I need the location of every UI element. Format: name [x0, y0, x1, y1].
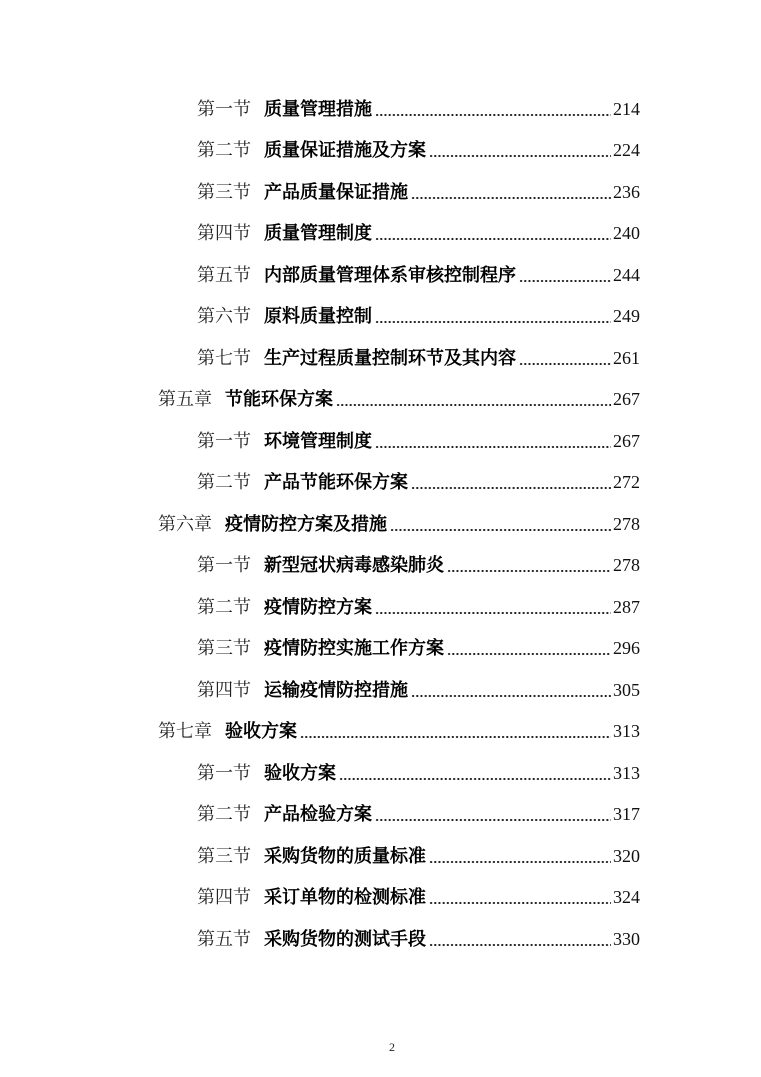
- toc-entry-title: 质量管理制度: [264, 223, 372, 244]
- toc-entry-title: 验收方案: [225, 721, 297, 742]
- dot-leader: [429, 944, 611, 946]
- toc-entry-page: 330: [613, 928, 640, 949]
- toc-section-entry: [158, 462, 640, 504]
- toc-entry-label: 第三节: [197, 181, 251, 202]
- toc-entry-title: 产品检验方案: [264, 804, 372, 825]
- dot-leader: [429, 861, 611, 863]
- toc-entry-title: 生产过程质量控制环节及其内容: [264, 347, 516, 368]
- toc-entry-page: 240: [613, 223, 640, 244]
- toc-entry-label: 第一节: [197, 762, 251, 783]
- dot-leader: [411, 695, 611, 697]
- dot-leader: [447, 653, 611, 655]
- dot-leader: [375, 114, 611, 116]
- toc-entry-label: 第二节: [197, 472, 251, 493]
- dot-leader: [411, 487, 611, 489]
- toc-section-entry: [158, 918, 640, 960]
- dot-leader: [447, 570, 611, 572]
- dot-leader: [300, 736, 611, 738]
- toc-section-entry: [158, 877, 640, 919]
- toc-entry-page: 244: [613, 264, 640, 285]
- toc-section-entry: [158, 296, 640, 338]
- dot-leader: [390, 529, 611, 531]
- toc-entry-label: 第四节: [197, 223, 251, 244]
- toc-chapter-entry: [158, 503, 640, 545]
- dot-leader: [429, 902, 611, 904]
- toc-entry-page: 261: [613, 347, 640, 368]
- toc-entry-page: 278: [613, 555, 640, 576]
- toc-entry-title: 运输疫情防控措施: [264, 679, 408, 700]
- toc-entry-title: 新型冠状病毒感染肺炎: [264, 555, 444, 576]
- toc-entry-page: 272: [613, 472, 640, 493]
- toc-entry-title: 节能环保方案: [225, 389, 333, 410]
- toc-entry-label: 第六节: [197, 306, 251, 327]
- toc-entry-page: 296: [613, 638, 640, 659]
- toc-entry-title: 产品节能环保方案: [264, 472, 408, 493]
- toc-entry-label: 第六章: [158, 513, 212, 534]
- toc-entry-label: 第五节: [197, 264, 251, 285]
- toc-entry-label: 第三节: [197, 638, 251, 659]
- dot-leader: [429, 155, 611, 157]
- toc-entry-page: 214: [613, 98, 640, 119]
- toc-section-entry: [158, 752, 640, 794]
- toc-entry-page: 287: [613, 596, 640, 617]
- toc-entry-title: 采购货物的质量标准: [264, 845, 426, 866]
- toc-entry-title: 质量保证措施及方案: [264, 140, 426, 161]
- toc-entry-title: 疫情防控方案: [264, 596, 372, 617]
- toc-entry-label: 第三节: [197, 845, 251, 866]
- dot-leader: [519, 280, 611, 282]
- toc-entry-page: 305: [613, 679, 640, 700]
- toc-section-entry: [158, 545, 640, 587]
- toc-chapter-entry: [158, 711, 640, 753]
- dot-leader: [375, 321, 611, 323]
- toc-entry-title: 环境管理制度: [264, 430, 372, 451]
- toc-entry-title: 原料质量控制: [264, 306, 372, 327]
- toc-section-entry: [158, 213, 640, 255]
- toc-section-entry: [158, 420, 640, 462]
- toc-entry-label: 第一节: [197, 430, 251, 451]
- dot-leader: [339, 778, 611, 780]
- toc-entry-title: 验收方案: [264, 762, 336, 783]
- toc-entry-label: 第七节: [197, 347, 251, 368]
- toc-entry-page: 249: [613, 306, 640, 327]
- toc-entry-page: 324: [613, 887, 640, 908]
- toc-section-entry: [158, 794, 640, 836]
- toc-entry-title: 产品质量保证措施: [264, 181, 408, 202]
- toc-entry-label: 第七章: [158, 721, 212, 742]
- toc-entry-title: 疫情防控实施工作方案: [264, 638, 444, 659]
- toc-entry-label: 第二节: [197, 804, 251, 825]
- page-number: 2: [389, 1040, 395, 1054]
- toc-entry-label: 第一节: [197, 555, 251, 576]
- dot-leader: [375, 238, 611, 240]
- toc-entry-label: 第一节: [197, 98, 251, 119]
- toc-section-entry: [158, 628, 640, 670]
- toc-entry-label: 第二节: [197, 140, 251, 161]
- toc-entry-label: 第五章: [158, 389, 212, 410]
- dot-leader: [375, 819, 611, 821]
- dot-leader: [411, 197, 611, 199]
- toc-entry-page: 278: [613, 513, 640, 534]
- toc-entry-page: 313: [613, 762, 640, 783]
- dot-leader: [519, 363, 611, 365]
- toc-entry-page: 317: [613, 804, 640, 825]
- toc-entry-page: 236: [613, 181, 640, 202]
- toc-section-entry: [158, 669, 640, 711]
- table-of-contents: [158, 88, 640, 960]
- toc-entry-label: 第五节: [197, 928, 251, 949]
- toc-entry-page: 267: [613, 430, 640, 451]
- toc-chapter-entry: [158, 379, 640, 421]
- toc-section-entry: [158, 586, 640, 628]
- toc-section-entry: [158, 88, 640, 130]
- toc-section-entry: [158, 171, 640, 213]
- toc-entry-title: 采购货物的测试手段: [264, 928, 426, 949]
- toc-entry-title: 质量管理措施: [264, 98, 372, 119]
- toc-entry-title: 疫情防控方案及措施: [225, 513, 387, 534]
- toc-entry-label: 第四节: [197, 887, 251, 908]
- toc-entry-title: 内部质量管理体系审核控制程序: [264, 264, 516, 285]
- toc-entry-label: 第四节: [197, 679, 251, 700]
- dot-leader: [375, 612, 611, 614]
- toc-entry-title: 采订单物的检测标准: [264, 887, 426, 908]
- toc-section-entry: [158, 835, 640, 877]
- dot-leader: [375, 446, 611, 448]
- toc-entry-page: 320: [613, 845, 640, 866]
- toc-entry-page: 313: [613, 721, 640, 742]
- toc-section-entry: [158, 337, 640, 379]
- toc-section-entry: [158, 254, 640, 296]
- toc-entry-label: 第二节: [197, 596, 251, 617]
- toc-entry-page: 267: [613, 389, 640, 410]
- dot-leader: [336, 404, 611, 406]
- toc-section-entry: [158, 130, 640, 172]
- toc-entry-page: 224: [613, 140, 640, 161]
